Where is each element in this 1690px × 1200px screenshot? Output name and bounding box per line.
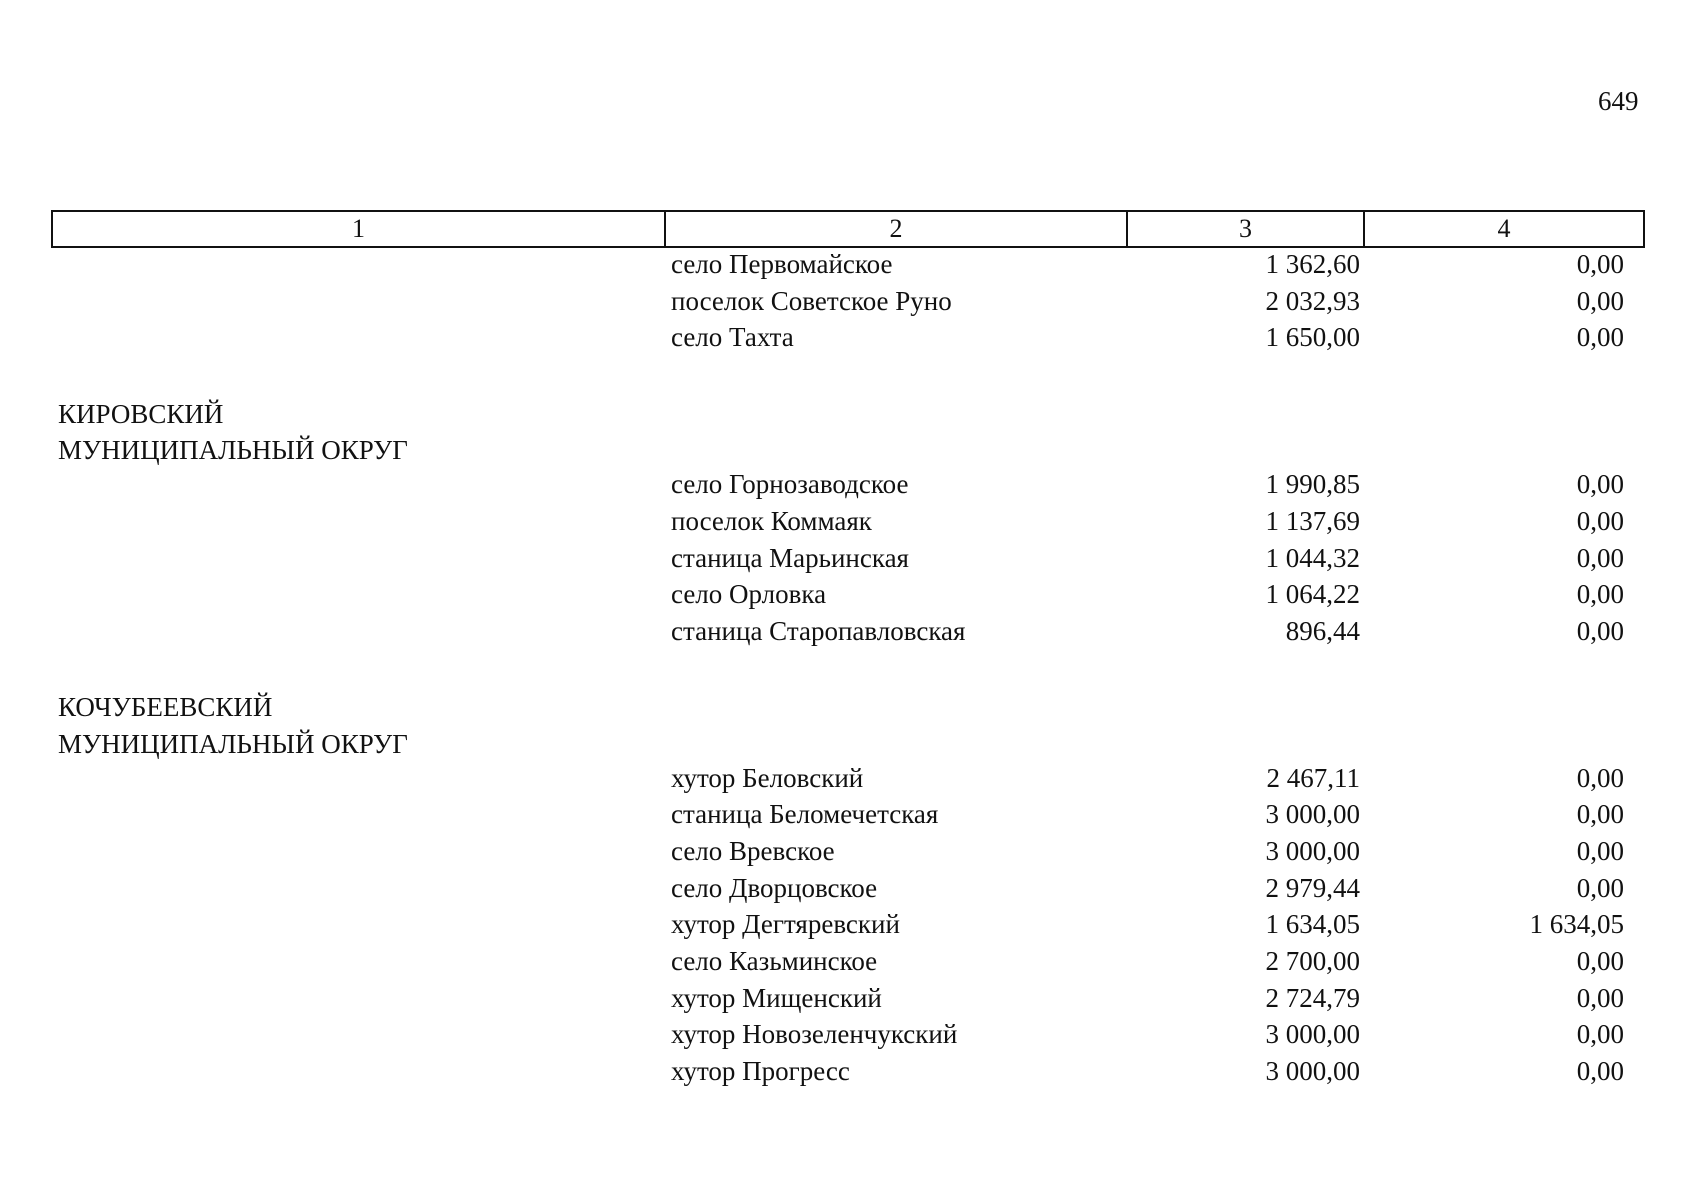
value-col-3: 2 700,00: [1265, 946, 1360, 977]
settlement-name: станица Старопавловская: [671, 615, 966, 646]
value-col-4: 1 634,05: [1529, 909, 1624, 940]
table-row: [0, 797, 1690, 834]
value-col-3: 1 650,00: [1265, 322, 1360, 353]
table-row: [0, 577, 1690, 614]
value-col-3: 3 000,00: [1265, 1019, 1360, 1050]
table-row: [0, 871, 1690, 908]
table-row: [0, 981, 1690, 1018]
value-col-4: 0,00: [1576, 836, 1624, 867]
value-col-4: 0,00: [1576, 872, 1624, 903]
value-col-3: 1 137,69: [1265, 505, 1360, 536]
table-row: [0, 1054, 1690, 1091]
value-col-4: 0,00: [1576, 322, 1624, 353]
row-spacer: [0, 357, 1690, 394]
page-number: 649: [1598, 86, 1639, 116]
district-heading-kirovsky: [0, 394, 1690, 467]
settlement-name: село Казьминское: [671, 946, 878, 977]
district-title-line2: МУНИЦИПАЛЬНЫЙ ОКРУГ: [58, 435, 408, 466]
settlement-name: село Вревское: [671, 836, 835, 867]
column-header-2: 2: [665, 211, 1127, 247]
value-col-4: 0,00: [1576, 579, 1624, 610]
settlement-name: хутор Дегтяревский: [671, 909, 900, 940]
value-col-4: 0,00: [1576, 1019, 1624, 1050]
value-col-4: 0,00: [1576, 762, 1624, 793]
settlement-name: село Тахта: [671, 322, 794, 353]
value-col-4: 0,00: [1576, 615, 1624, 646]
district-title-line1: КИРОВСКИЙ: [58, 398, 224, 429]
district-title: [58, 396, 408, 469]
value-col-3: 1 634,05: [1265, 909, 1360, 940]
value-col-3: 3 000,00: [1265, 1056, 1360, 1087]
settlement-name: село Орловка: [671, 579, 827, 610]
table-row: [0, 614, 1690, 651]
table-row: [0, 1017, 1690, 1054]
value-col-4: 0,00: [1576, 1056, 1624, 1087]
value-col-3: 1 990,85: [1265, 469, 1360, 500]
table-row: [0, 834, 1690, 871]
table-row: [0, 247, 1690, 284]
row-spacer: [0, 651, 1690, 688]
district-heading-kochubeevsky: [0, 687, 1690, 760]
value-col-3: 1 362,60: [1265, 249, 1360, 279]
value-col-3: 2 032,93: [1265, 285, 1360, 316]
value-col-4: 0,00: [1576, 542, 1624, 573]
value-col-4: 0,00: [1576, 799, 1624, 830]
settlement-name: село Горнозаводское: [671, 469, 909, 500]
settlement-name: село Дворцовское: [671, 872, 878, 903]
value-col-4: 0,00: [1576, 249, 1624, 279]
table-row: [0, 467, 1690, 504]
table-row: [0, 541, 1690, 578]
column-header-4: 4: [1364, 211, 1644, 247]
table-body: [0, 247, 1690, 1091]
district-title-line2: МУНИЦИПАЛЬНЫЙ ОКРУГ: [58, 728, 408, 759]
table-row: [0, 284, 1690, 321]
value-col-4: 0,00: [1576, 946, 1624, 977]
settlement-name: село Первомайское: [671, 249, 893, 279]
settlement-name: поселок Коммаяк: [671, 505, 872, 536]
table-row: [0, 944, 1690, 981]
value-col-3: 896,44: [1285, 615, 1360, 646]
value-col-3: 1 064,22: [1265, 579, 1360, 610]
settlement-name: станица Беломечетская: [671, 799, 939, 830]
settlement-name: хутор Новозеленчукский: [671, 1019, 958, 1050]
value-col-4: 0,00: [1576, 469, 1624, 500]
district-title: [58, 689, 408, 762]
value-col-4: 0,00: [1576, 505, 1624, 536]
value-col-3: 1 044,32: [1265, 542, 1360, 573]
value-col-4: 0,00: [1576, 982, 1624, 1013]
table-row: [0, 320, 1690, 357]
value-col-3: 2 724,79: [1265, 982, 1360, 1013]
table-row: [0, 504, 1690, 541]
value-col-3: 2 979,44: [1265, 872, 1360, 903]
column-header-3: 3: [1127, 211, 1364, 247]
column-header-table: [51, 210, 1645, 248]
value-col-3: 3 000,00: [1265, 799, 1360, 830]
settlement-name: хутор Мищенский: [671, 982, 882, 1013]
column-header-row: [52, 211, 1644, 247]
column-header-1: 1: [52, 211, 665, 247]
settlement-name: станица Марьинская: [671, 542, 909, 573]
settlement-name: поселок Советское Руно: [671, 285, 952, 316]
settlement-name: хутор Прогресс: [671, 1056, 850, 1087]
value-col-4: 0,00: [1576, 285, 1624, 316]
district-title-line1: КОЧУБЕЕВСКИЙ: [58, 692, 273, 723]
table-row: [0, 761, 1690, 798]
settlement-name: хутор Беловский: [671, 762, 864, 793]
value-col-3: 2 467,11: [1266, 762, 1360, 793]
value-col-3: 3 000,00: [1265, 836, 1360, 867]
table-row: [0, 907, 1690, 944]
